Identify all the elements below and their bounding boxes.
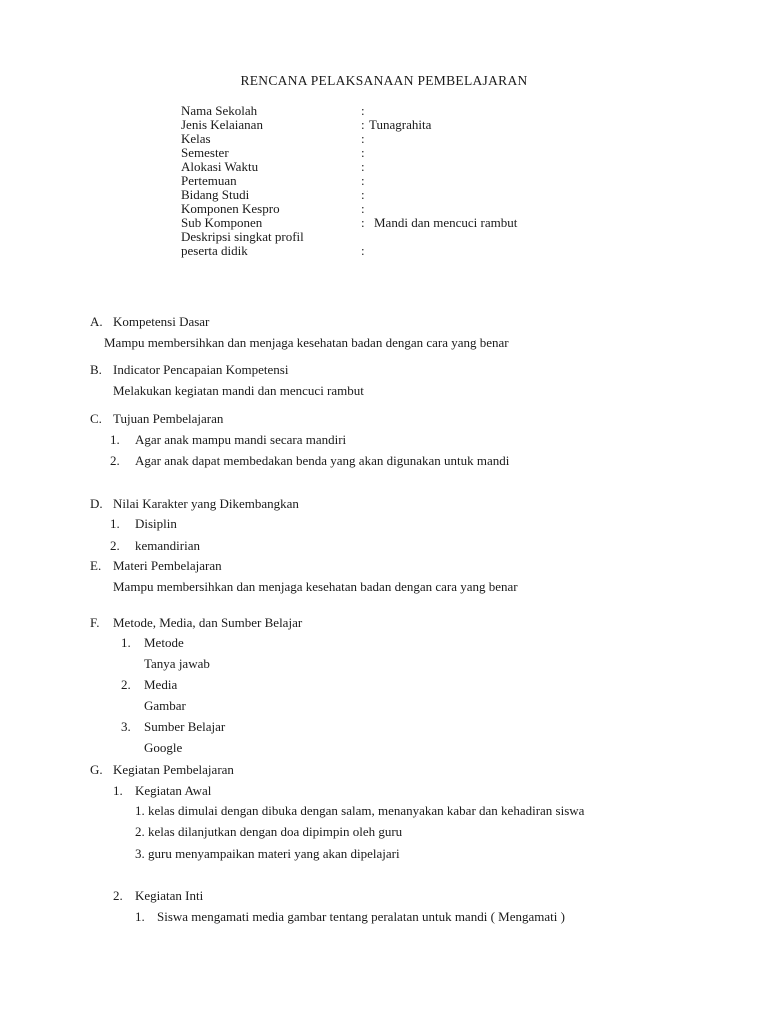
section-heading-indicator: Indicator Pencapaian Kompetensi — [113, 362, 289, 377]
section-letter: D. — [90, 496, 103, 511]
list-number: 2. — [110, 538, 120, 553]
identity-label: peserta didik — [181, 243, 248, 258]
section-letter: G. — [90, 762, 103, 777]
section-heading-metode-media: Metode, Media, dan Sumber Belajar — [113, 615, 303, 630]
identity-label: Sub Komponen — [181, 215, 263, 230]
section-text: Mampu membersihkan dan menjaga kesehatan badan dengan cara yang benar — [113, 579, 518, 594]
identity-label: Deskripsi singkat profil — [181, 229, 304, 244]
list-number: 1. — [121, 635, 131, 650]
list-item: Agar anak mampu mandi secara mandiri — [135, 432, 347, 447]
identity-colon: : — [361, 243, 365, 258]
identity-label: Nama Sekolah — [181, 103, 258, 118]
list-number: 1. — [110, 516, 120, 531]
subheading-kegiatan-awal: Kegiatan Awal — [135, 783, 212, 798]
list-number: 2. — [110, 453, 120, 468]
identity-label: Semester — [181, 145, 229, 160]
identity-value: Mandi dan mencuci rambut — [374, 215, 518, 230]
list-item: Media — [144, 677, 178, 692]
step-item: 2. kelas dilanjutkan dengan doa dipimpin oleh guru — [135, 824, 403, 839]
step-item: Siswa mengamati media gambar tentang peralatan untuk mandi ( Mengamati ) — [157, 909, 565, 924]
section-heading-nilai-karakter: Nilai Karakter yang Dikembangkan — [113, 496, 299, 511]
identity-label: Kelas — [181, 131, 211, 146]
list-subitem: Google — [144, 740, 183, 755]
list-number: 2. — [113, 888, 123, 903]
identity-label: Bidang Studi — [181, 187, 250, 202]
identity-colon: : — [361, 159, 365, 174]
section-letter: E. — [90, 558, 102, 573]
identity-colon: : — [361, 117, 365, 132]
identity-label: Komponen Kespro — [181, 201, 280, 216]
list-number: 1. — [135, 909, 145, 924]
section-letter: C. — [90, 411, 102, 426]
list-item: Metode — [144, 635, 184, 650]
section-text: Melakukan kegiatan mandi dan mencuci rambut — [113, 383, 364, 398]
identity-colon: : — [361, 187, 365, 202]
subheading-kegiatan-inti: Kegiatan Inti — [135, 888, 204, 903]
identity-colon: : — [361, 215, 365, 230]
list-subitem: Gambar — [144, 698, 186, 713]
list-subitem: Tanya jawab — [144, 656, 210, 671]
list-number: 2. — [121, 677, 131, 692]
section-letter: A. — [90, 314, 103, 329]
section-letter: B. — [90, 362, 102, 377]
section-heading-kegiatan: Kegiatan Pembelajaran — [113, 762, 234, 777]
section-heading-tujuan: Tujuan Pembelajaran — [113, 411, 224, 426]
identity-label: Alokasi Waktu — [181, 159, 259, 174]
section-heading-kompetensi-dasar: Kompetensi Dasar — [113, 314, 210, 329]
page-title: RENCANA PELAKSANAAN PEMBELAJARAN — [240, 73, 528, 88]
list-number: 1. — [110, 432, 120, 447]
list-number: 1. — [113, 783, 123, 798]
identity-label: Pertemuan — [181, 173, 237, 188]
step-item: 3. guru menyampaikan materi yang akan dipelajari — [135, 846, 400, 861]
identity-colon: : — [361, 201, 365, 216]
identity-colon: : — [361, 145, 365, 160]
list-item: kemandirian — [135, 538, 200, 553]
step-item: 1. kelas dimulai dengan dibuka dengan salam, menanyakan kabar dan kehadiran siswa — [135, 803, 585, 818]
identity-colon: : — [361, 173, 365, 188]
section-text: Mampu membersihkan dan menjaga kesehatan badan dengan cara yang benar — [104, 335, 509, 350]
list-item: Disiplin — [135, 516, 177, 531]
list-number: 3. — [121, 719, 131, 734]
list-item: Agar anak dapat membedakan benda yang akan digunakan untuk mandi — [135, 453, 510, 468]
identity-colon: : — [361, 103, 365, 118]
identity-colon: : — [361, 131, 365, 146]
identity-label: Jenis Kelaianan — [181, 117, 263, 132]
section-heading-materi: Materi Pembelajaran — [113, 558, 222, 573]
section-letter: F. — [90, 615, 100, 630]
list-item: Sumber Belajar — [144, 719, 226, 734]
identity-value: Tunagrahita — [369, 117, 432, 132]
